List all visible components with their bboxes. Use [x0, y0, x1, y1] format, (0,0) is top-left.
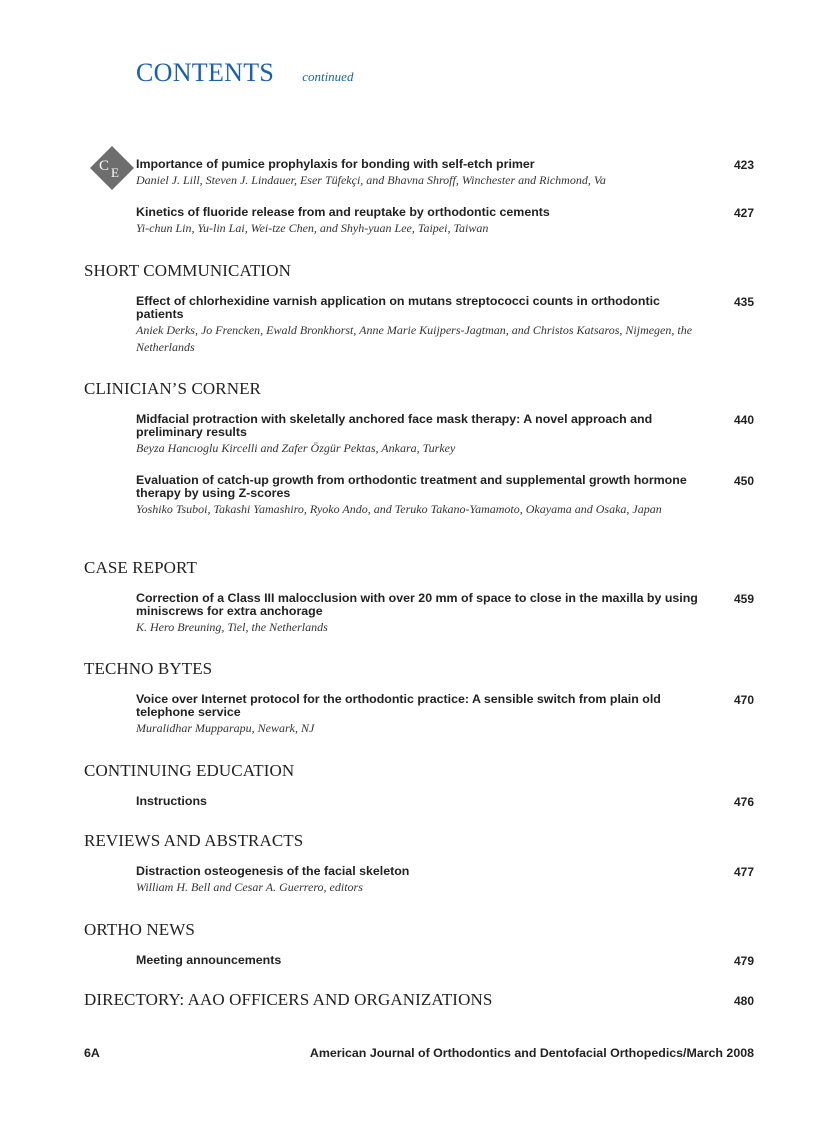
article-title[interactable]: Midfacial protraction with skeletally anchored face mask therapy: A novel approach and preliminary results — [136, 412, 653, 439]
section-heading-continuing-education: CONTINUING EDUCATION — [84, 761, 295, 780]
toc-entry[interactable] — [136, 413, 756, 457]
page-number: 470 — [733, 693, 754, 707]
page-number: 477 — [733, 865, 754, 879]
article-authors: K. Hero Breuning, Tiel, the Netherlands — [136, 620, 328, 634]
section-heading-short-communication: SHORT COMMUNICATION — [84, 261, 291, 280]
article-authors: Muralidhar Mupparapu, Newark, NJ — [136, 721, 315, 735]
page-number: 480 — [733, 994, 754, 1008]
svg-text:E: E — [111, 165, 119, 180]
article-title[interactable]: Instructions — [136, 794, 207, 808]
toc-entry[interactable] — [136, 795, 756, 808]
article-title[interactable]: Kinetics of fluoride release from and reuptake by orthodontic cements — [136, 205, 550, 219]
toc-entry[interactable] — [136, 295, 756, 356]
article-authors: Beyza Hancıoglu Kircelli and Zafer Özgür Pektas, Ankara, Turkey — [136, 441, 456, 455]
page-number: 427 — [733, 206, 754, 220]
section-heading-techno-bytes: TECHNO BYTES — [84, 659, 213, 678]
page-number: 450 — [733, 474, 754, 488]
section-heading-ortho-news: ORTHO NEWS — [84, 920, 195, 939]
article-title[interactable]: Importance of pumice prophylaxis for bonding with self-etch primer — [136, 157, 535, 171]
page-number: 423 — [733, 158, 754, 172]
article-authors: Yoshiko Tsuboi, Takashi Yamashiro, Ryoko Ando, and Teruko Takano-Yamamoto, Okayama and Osaka, Japan — [136, 502, 662, 516]
article-authors: William H. Bell and Cesar A. Guerrero, editors — [136, 880, 363, 894]
footer-journal-name: American Journal of Orthodontics and Dentofacial Orthopedics/March 2008 — [309, 1046, 754, 1060]
toc-entry[interactable] — [136, 954, 756, 967]
page-number: 459 — [733, 592, 754, 606]
toc-entry[interactable] — [136, 474, 756, 518]
article-title[interactable]: Distraction osteogenesis of the facial skeleton — [136, 864, 410, 878]
page-number: 476 — [733, 795, 754, 809]
toc-entry[interactable] — [136, 592, 756, 636]
page-number: 479 — [733, 954, 754, 968]
page-title — [136, 58, 353, 88]
article-title[interactable]: Evaluation of catch-up growth from orthodontic treatment and supplemental growth hormone therapy by using Z-scores — [136, 473, 687, 500]
contents-heading: CONTENTS — [136, 58, 275, 87]
section-heading-clinicians-corner: CLINICIAN’S CORNER — [84, 379, 261, 398]
toc-entry[interactable] — [136, 693, 756, 737]
page-number: 440 — [733, 413, 754, 427]
toc-entry[interactable] — [136, 865, 756, 896]
toc-entry[interactable] — [136, 206, 756, 237]
page-number: 435 — [733, 295, 754, 309]
continued-label: continued — [302, 69, 354, 84]
article-title[interactable]: Effect of chlorhexidine varnish application on mutans streptococci counts in orthodontic patients — [136, 294, 660, 321]
article-authors: Yi-chun Lin, Yu-lin Lai, Wei-tze Chen, and Shyh-yuan Lee, Taipei, Taiwan — [136, 221, 489, 235]
article-title[interactable]: Voice over Internet protocol for the orthodontic practice: A sensible switch from plain old telephone service — [136, 692, 661, 719]
section-heading-case-report: CASE REPORT — [84, 558, 197, 577]
article-authors: Daniel J. Lill, Steven J. Lindauer, Eser Tüfekçi, and Bhavna Shroff, Winchester and Richmond, Va — [136, 173, 606, 187]
section-heading-reviews-and-abstracts: REVIEWS AND ABSTRACTS — [84, 831, 304, 850]
article-title[interactable]: Correction of a Class III malocclusion with over 20 mm of space to close in the maxilla by using miniscrews for extra anchorage — [136, 591, 698, 618]
continuing-education-badge-icon — [90, 146, 134, 190]
footer-page-number: 6A — [84, 1046, 100, 1060]
section-heading-directory[interactable]: DIRECTORY: AAO OFFICERS AND ORGANIZATIONS — [84, 990, 493, 1009]
article-title[interactable]: Meeting announcements — [136, 953, 282, 967]
article-authors: Aniek Derks, Jo Frencken, Ewald Bronkhorst, Anne Marie Kuijpers-Jagtman, and Christos Katsaros, Nijmegen, the Netherlands — [136, 323, 693, 354]
svg-text:C: C — [99, 158, 110, 174]
toc-entry[interactable] — [136, 158, 756, 189]
